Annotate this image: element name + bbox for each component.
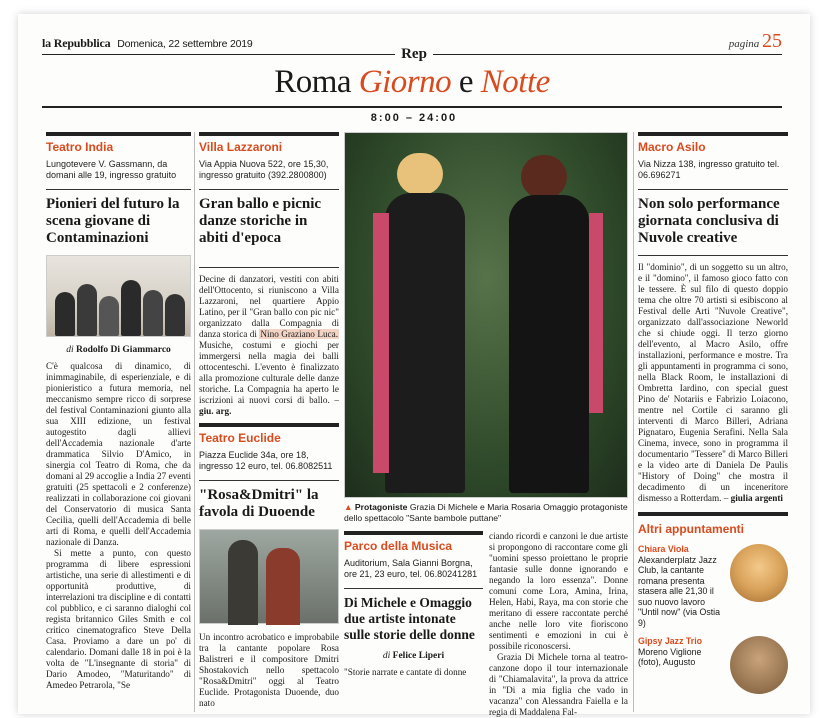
venue-info: Auditorium, Sala Gianni Borgna, ore 21, 23 euro, tel. 06.80241281 <box>344 558 478 579</box>
event-name: Gipsy Jazz Trio <box>638 636 703 646</box>
article-headline: Di Michele e Omaggio due artiste intonate sulle storie delle donne <box>344 595 475 642</box>
article-body: Decine di danzatori, vestiti con abiti dell'Ottocento, si riuniscono a Villa Lazzaroni, nel quartiere Appio Latino, per il "Gran ballo con pic nic" organizzato dalla Compagnia di danza storica di Nino Graziano Luca. Musiche, costumi e giochi per immergersi nella magia dei balli ottocenteschi. L'evento è finalizzato alla promozione culturale delle danze storiche. La Compagnia ha aperto le iscrizioni ai nuovi corsi di ballo. – giu. arg. <box>199 274 339 416</box>
masthead-logo: la Repubblica <box>42 36 111 50</box>
venue-info: Via Nizza 138, ingresso gratuito tel. 06.696271 <box>638 159 780 180</box>
newspaper-page <box>18 14 810 717</box>
other-events-title: Altri appuntamenti <box>638 522 745 536</box>
page-label: pagina <box>728 38 760 50</box>
venue-info: Via Appia Nuova 522, ore 15,30, ingresso gratuito (392.2800800) <box>199 159 329 180</box>
title-e: e <box>458 64 474 100</box>
portrait-photo <box>730 544 788 602</box>
article-villa-lazzaroni <box>199 132 339 709</box>
article-body-tail: "Storie narrate e cantate di donne <box>344 667 467 677</box>
article-macro-asilo <box>638 132 788 702</box>
divider <box>199 480 339 481</box>
venue-name: Parco della Musica <box>344 539 453 553</box>
title-roma: Roma <box>274 64 352 100</box>
list-item-text <box>638 636 726 694</box>
section-title <box>42 64 782 101</box>
article-body: Il "dominio", di un soggetto su un altro, e il "domino", il famoso gioco fatto con le tessere. È sul filo di questo doppio tema che oltre 70 artisti si esibiscono al Festival delle Arti "Nuvole Creative", organizzato dall'associazione Neworld che si chiude oggi. Il terzo giorno dell'evento, al Macro Asilo, offre installazioni, performance e mostre. Tra gli appuntamenti in programma ci sono, nella Black Room, le installazioni di Ombretta Iardino, con special guest Pino de' Notariis e Fabrizio Loiacono, mentre nel Cortile ci saranno gli interventi di Marco Billeri, Adriana Pignataro, Eugenia Serafini. Nella Sala Cinema, invece, sono in programma il documentario "Tessere" di Marco Billeri e la video arte di Daniela De Paulis "History of Doing" che mostra il decadimento di un inceneritore dismesso a Rotterdam. – giulia argenti <box>638 262 788 503</box>
photo-figure <box>55 292 75 336</box>
section-bar <box>199 423 339 427</box>
byline: di Felice Liperi <box>382 651 445 661</box>
section-bar <box>46 132 191 136</box>
signature: giulia argenti <box>730 493 783 503</box>
duoende-photo <box>199 529 339 624</box>
divider <box>638 255 788 256</box>
hours-label: 8:00 – 24:00 <box>370 112 458 124</box>
photo-figure <box>165 294 185 336</box>
photo-figure <box>228 540 258 625</box>
article-body: ciando ricordi e canzoni le due artiste si propongono di raccontare come gli "uomini spesso proiettano le proprie fantasie sulle donne ignorando e negando la loro essenza". Donne comuni come Lora, Amina, Irina, Helen, Habi, Raya, ma con storie che meritano di essere raccontate perché anche nelle loro vite fioriscono sentimenti e emozioni in cui è possibile riconoscersi. <box>489 531 628 651</box>
divider <box>344 588 483 589</box>
divider <box>46 189 191 190</box>
event-text: Alexanderplatz Jazz Club, la cantante romana presenta stasera alle 21,30 il suo nuovo lavoro "Until now" (via Ostia 9) <box>638 554 721 628</box>
section-bar <box>344 531 483 535</box>
venue-info: Lungotevere V. Gassmann, da domani alle 19, ingresso gratuito <box>46 159 177 180</box>
article-parco-musica <box>344 132 628 718</box>
column-divider <box>194 132 195 712</box>
article-headline-2: "Rosa&Dmitri" la favola di Duoende <box>199 487 319 520</box>
photo-figure <box>143 290 163 336</box>
section-bar <box>638 132 788 136</box>
title-notte: Notte <box>480 64 550 100</box>
section-bar <box>638 512 788 516</box>
venue-name-2: Teatro Euclide <box>199 431 281 445</box>
byline: di Rodolfo Di Giammarco <box>66 345 171 355</box>
main-photo <box>344 132 628 498</box>
photo-figure <box>99 296 119 336</box>
list-item <box>638 636 788 694</box>
list-item <box>638 544 788 628</box>
photo-figure <box>509 195 589 493</box>
venue-name: Teatro India <box>46 140 114 154</box>
venue-name: Villa Lazzaroni <box>199 140 283 154</box>
event-text: Moreno Viglione (foto), Augusto <box>638 646 702 667</box>
article-teatro-india <box>46 132 191 691</box>
article-body-2: Si mette a punto, con questo programma di libere espressioni artistiche, una serie di allestimenti e di opportunità produttive, di interrelazioni tra discipline e di contatti col pubblico, e ci saranno dialoghi col regista britannico Giles Smith e col critico cinematografico Steve Della Casa. Proviamo a dare un po' di calendario. Domani dalle 18 in poi è la volta de "L'insegnante di storia" di Dario Amodeo, "Maturitando" di Amedeo Petrarola, "Se <box>46 548 191 690</box>
photo-figure <box>266 548 300 625</box>
column-divider <box>633 132 634 712</box>
photo-scarf <box>589 213 603 413</box>
photo-figure <box>121 280 141 336</box>
title-giorno: Giorno <box>358 64 452 100</box>
photo-scarf <box>373 213 389 473</box>
photo-figure <box>385 193 465 493</box>
group-photo <box>46 255 191 337</box>
article-body: C'è qualcosa di dinamico, di inimmaginabile, di esperienziale, e di pionieristico a futura memoria, nel meccanismo sempre ricco di sorprese del festival Contaminazioni giunto alla sua XIII edizione, un festival autogestito dagli allievi dell'Accademia nazionale d'arte drammatica Silvio D'Amico, in sinergia col Teatro di Roma, che da domani al 29 accoglie a India 27 eventi gratuiti (25 spettacoli e 2 conferenze) realizzati in collaborazione coi giovani del Conservatorio di musica Santa Cecilia, quelli dell'Accademia di belle arti di Roma, e quelli dell'Accademia nazionale di Danza. <box>46 361 191 547</box>
two-column-text <box>344 531 628 718</box>
sub-column-left <box>344 531 483 718</box>
divider <box>199 267 339 268</box>
divider <box>199 189 339 190</box>
venue-name: Macro Asilo <box>638 140 706 154</box>
section-kicker: Rep <box>18 46 810 63</box>
sub-column-right <box>489 531 628 718</box>
page-number-value: 25 <box>762 30 782 52</box>
issue-date: Domenica, 22 settembre 2019 <box>117 38 253 50</box>
title-rule <box>42 106 782 108</box>
article-headline: Gran ballo e picnic danze storiche in abiti d'epoca <box>199 196 322 246</box>
portrait-photo <box>730 636 788 694</box>
event-name: Chiara Viola <box>638 544 689 554</box>
section-bar <box>199 132 339 136</box>
photo-caption: ▲ Protagoniste Grazia Di Michele e Maria Rosaria Omaggio protagoniste dello spettacolo "Sante bambole puttane" <box>344 502 628 523</box>
article-body-2: Un incontro acrobatico e improbabile tra la cantante popolare Rosa Balistreri e il compositore Dmitri Shostakovich nello spettacolo "Rosa&Dmitri" oggi al Teatro Euclide. Protagonista Duoende, duo nato <box>199 632 339 708</box>
divider <box>638 189 788 190</box>
list-item-text <box>638 544 726 628</box>
photo-figure <box>77 284 97 336</box>
article-headline: Pionieri del futuro la scena giovane di Contaminazioni <box>46 196 180 246</box>
article-headline: Non solo performance giornata conclusiva di Nuvole creative <box>638 196 780 246</box>
article-body-2: Grazia Di Michele torna al teatro-canzone dopo il tour internazionale di "Chiamalavita", la prova da attrice in "Di a mia figlia che vado in vacanza" con Alessandra Faiella e la regia di Maddalena Fal- <box>489 652 628 717</box>
venue-info-2: Piazza Euclide 34a, ore 18, ingresso 12 euro, tel. 06.8082511 <box>199 450 333 471</box>
signature: giu. arg. <box>199 406 232 416</box>
photo-figure-hair <box>521 155 567 199</box>
photo-figure-hair <box>397 153 443 195</box>
highlighted-name: Nino Graziano Luca. <box>260 329 339 339</box>
